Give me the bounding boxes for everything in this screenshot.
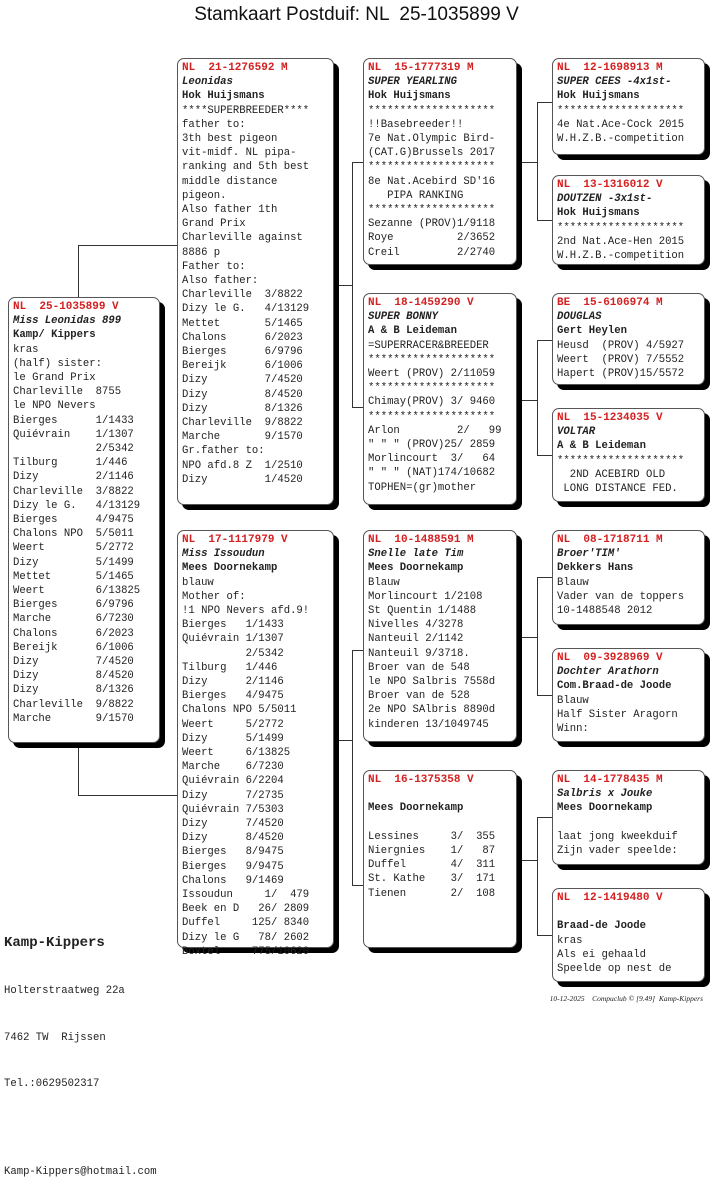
pigeon-card-fmf[interactable] — [552, 293, 705, 385]
pigeon-name: SUPER CEES -4x1st- — [557, 76, 672, 89]
info-line: Nanteuil 2/1142 — [368, 633, 464, 646]
info-line: Lessines 3/ 355 — [368, 830, 496, 843]
info-line: Weert (PROV) 7/5552 — [557, 353, 685, 366]
info-line: Bereijk 6/1006 — [13, 641, 134, 654]
info-line: Nivelles 4/3278 — [368, 619, 464, 632]
connector-line — [78, 245, 79, 297]
info-line: Charleville 8755 — [13, 386, 122, 399]
info-line: Dizy 7/4520 — [182, 374, 303, 387]
connector-line — [352, 650, 363, 651]
info-line: Dizy 7/4520 — [182, 818, 284, 831]
connector-line — [537, 340, 538, 456]
info-line: Bierges 9/9475 — [182, 860, 284, 873]
info-line: Bierges 6/9796 — [182, 346, 303, 359]
info-line: Quiévrain 1/1307 — [13, 428, 134, 441]
info-line: Marche 6/7230 — [182, 761, 284, 774]
pigeon-name: DOUTZEN -3x1st- — [557, 193, 653, 206]
info-line: Duffel 4/ 311 — [368, 859, 496, 872]
info-line: blauw — [182, 576, 214, 589]
connector-line — [78, 748, 79, 796]
info-line: Weert 5/2772 — [182, 718, 284, 731]
info-line: Chalons 9/1469 — [182, 874, 284, 887]
ring-number: NL 25-1035899 V — [13, 301, 119, 313]
info-line: Broer van de 548 — [368, 661, 470, 674]
info-line: Quiévrain 1/1307 — [182, 633, 284, 646]
connector-line — [537, 455, 552, 456]
info-line: Issoudun 1/ 479 — [182, 889, 310, 902]
owner-name: Hok Huijsmans — [557, 207, 640, 220]
info-line: le Grand Prix — [13, 372, 96, 385]
info-line: 2e NPO SAlbris 8890d — [368, 704, 496, 717]
connector-line — [522, 860, 537, 861]
info-line: 7e Nat.Olympic Bird- — [368, 133, 496, 146]
info-line: !1 NPO Nevers afd.9! — [182, 605, 310, 618]
info-line: ******************** — [368, 104, 496, 117]
info-line: kinderen 13/1049745 — [368, 718, 489, 731]
info-line: TOPHEN=(gr)mother — [368, 481, 477, 494]
info-line: Blauw — [368, 576, 400, 589]
info-line: Dizy 8/4520 — [182, 388, 303, 401]
info-line: Tilburg 1/446 — [182, 661, 278, 674]
info-line: !!Basebreeder!! — [368, 118, 464, 131]
info-line: 2/5342 — [182, 647, 284, 660]
info-line: Weert 6/13825 — [182, 747, 291, 760]
info-line: Dizy 8/1326 — [182, 402, 303, 415]
info-line: Zijn vader speelde: — [557, 845, 678, 857]
info-line: Dizy 7/4520 — [13, 656, 134, 669]
connector-line — [537, 935, 552, 936]
pigeon-card-ff[interactable] — [363, 58, 517, 265]
owner-name: Hok Huijsmans — [182, 90, 265, 103]
info-line: Dizy 5/1499 — [182, 732, 284, 745]
info-line: Half Sister Aragorn — [557, 708, 678, 721]
info-line: 2ND ACEBIRD OLD — [557, 468, 666, 481]
info-line: 10-1488548 2012 — [557, 605, 653, 618]
info-line: Bierges 8/9475 — [182, 846, 284, 859]
pigeon-card-mmm[interactable] — [552, 888, 705, 982]
info-line: ******************** — [368, 161, 496, 174]
info-line: middle distance — [182, 175, 278, 188]
pigeon-card-father[interactable] — [177, 58, 334, 505]
ring-number: NL 17-1117979 V — [182, 534, 288, 546]
owner-name: Mees Doornekamp — [557, 802, 653, 815]
info-line: Mother of: — [182, 590, 246, 603]
info-line: Gr.father to: — [182, 445, 265, 458]
info-line: St. Kathe 3/ 171 — [368, 873, 496, 886]
info-line: Heusd (PROV) 4/5927 — [557, 339, 685, 352]
owner-name: Braad-de Joode — [557, 920, 647, 933]
info-line: Niergnies 1/ 87 — [368, 844, 496, 857]
connector-line — [352, 650, 353, 886]
ring-number: NL 13-1316012 V — [557, 179, 663, 191]
info-line: (half) sister: — [13, 357, 103, 370]
connector-line — [352, 885, 363, 886]
connector-line — [522, 637, 537, 638]
pigeon-name: Leonidas — [182, 76, 233, 89]
connector-line — [78, 245, 177, 246]
info-line: 4e Nat.Ace-Cock 2015 — [557, 118, 685, 131]
info-line: Bierges 1/1433 — [13, 414, 134, 427]
info-line: Vader van de toppers — [557, 590, 685, 603]
info-line: PIPA RANKING — [368, 189, 464, 202]
pigeon-name: Salbris x Jouke — [557, 788, 653, 801]
ring-number: NL 16-1375358 V — [368, 774, 474, 786]
info-line: Also father 1th — [182, 204, 278, 217]
info-line: Weert 6/13825 — [13, 585, 141, 598]
pigeon-name — [368, 787, 512, 801]
footer-print-info: 10-12-2025 Compuclub © [9.49] Kamp-Kippers — [549, 994, 703, 1003]
info-line: Nanteuil 9/3718. — [368, 647, 470, 660]
info-line: Dizy le G. 4/13129 — [13, 499, 141, 512]
info-line: " " " (PROV)25/ 2859 — [368, 439, 496, 452]
ring-number: NL 14-1778435 M — [557, 774, 663, 786]
info-line: Weert 5/2772 — [13, 542, 134, 555]
ring-number: NL 21-1276592 M — [182, 62, 288, 74]
connector-line — [339, 285, 353, 286]
info-line — [557, 816, 700, 830]
info-line: " " " (NAT)174/10682 — [368, 467, 496, 480]
info-line: ******************** — [557, 221, 685, 234]
owner-name: Gert Heylen — [557, 325, 627, 338]
connector-line — [352, 162, 363, 163]
info-line: ******************** — [368, 353, 496, 366]
pigeon-name: Miss Leonidas 899 — [13, 315, 122, 328]
pigeon-card-mf[interactable] — [363, 530, 517, 742]
info-line: ******************** — [368, 204, 496, 217]
info-line: Bierges 6/9796 — [13, 599, 134, 612]
info-line: Charleville against — [182, 232, 303, 245]
pigeon-card-mother[interactable] — [177, 530, 334, 958]
info-line: Tilburg 1/446 — [13, 457, 128, 470]
info-line: Dizy 2/1146 — [13, 471, 134, 484]
info-line: ******************** — [557, 104, 685, 117]
info-line: Dizy 8/4520 — [13, 670, 134, 683]
info-line: St Quentin 1/1488 — [368, 605, 477, 618]
info-line — [368, 816, 512, 830]
info-line: (CAT.G)Brussels 2017 — [368, 147, 496, 160]
info-line: Chalons 6/2023 — [13, 627, 134, 640]
info-line: Quiévrain 6/2204 — [182, 775, 284, 788]
info-line: Hapert (PROV)15/5572 — [557, 368, 685, 381]
info-line: Als ei gehaald — [557, 948, 647, 961]
info-line: ******************** — [557, 454, 685, 467]
connector-line — [339, 740, 353, 741]
ring-number: NL 10-1488591 M — [368, 534, 474, 546]
info-line: Dizy 8/4520 — [182, 832, 284, 845]
connector-line — [522, 162, 537, 163]
breeder-email[interactable]: Kamp-Kippers@hotmail.com — [4, 1165, 157, 1178]
info-line: 2nd Nat.Ace-Hen 2015 — [557, 235, 685, 248]
info-line: Dizy 7/2735 — [182, 789, 284, 802]
pigeon-name: SUPER YEARLING — [368, 76, 458, 89]
info-line: Chalons 6/2023 — [182, 331, 303, 344]
ring-number: NL 08-1718711 M — [557, 534, 663, 546]
info-line: Chimay(PROV) 3/ 9460 — [368, 396, 496, 409]
info-line: Morlincourt 1/2108 — [368, 590, 483, 603]
info-line: 3th best pigeon — [182, 133, 278, 146]
info-line: Winn: — [557, 723, 589, 736]
info-line: Arlon 2/ 99 — [368, 424, 502, 437]
owner-name: Mees Doornekamp — [368, 562, 464, 575]
ring-number: NL 12-1698913 M — [557, 62, 663, 74]
ring-number: NL 15-1234035 V — [557, 412, 663, 424]
info-line: Marche 6/7230 — [13, 613, 134, 626]
ring-number: BE 15-6106974 M — [557, 297, 663, 309]
pigeon-name: SUPER BONNY — [368, 311, 438, 324]
info-line: Dizy le G. 4/13129 — [182, 303, 310, 316]
info-line: W.H.Z.B.-competition — [557, 133, 685, 146]
connector-line — [537, 817, 538, 936]
breeder-phone: Tel.:0629502317 — [4, 1078, 100, 1090]
info-line: Grand Prix — [182, 218, 246, 231]
info-line: laat jong kweekduif — [557, 830, 678, 843]
info-line: Bierges 4/9475 — [182, 690, 284, 703]
info-line: kras — [557, 934, 583, 947]
breeder-address-city: 7462 TW Rijssen — [4, 1031, 106, 1044]
breeder-contact — [4, 902, 157, 1196]
info-line: =SUPERRACER&BREEDER — [368, 339, 489, 352]
info-line: Speelde op nest de — [557, 963, 672, 975]
info-line: ranking and 5th best — [182, 161, 310, 174]
info-line: Chalons NPO 5/5011 — [182, 704, 297, 717]
info-line: 8886 p — [182, 246, 221, 259]
pigeon-card-mm[interactable] — [363, 770, 517, 948]
info-line: Duffel 125/ 8340 — [182, 917, 310, 930]
owner-name: A & B Leideman — [557, 440, 647, 453]
ring-number: NL 12-1419480 V — [557, 892, 663, 904]
page-title: Stamkaart Postduif: NL 25-1035899 V — [194, 4, 519, 25]
info-line: W.H.Z.B.-competition — [557, 250, 685, 263]
info-line: Also father: — [182, 275, 259, 288]
pigeon-name: VOLTAR — [557, 426, 596, 439]
info-line: Morlincourt 3/ 64 — [368, 453, 496, 466]
info-line: Mettet 5/1465 — [13, 570, 134, 583]
info-line: NPO afd.8 Z 1/2510 — [182, 459, 303, 472]
owner-name: A & B Leideman — [368, 325, 458, 338]
ring-number: NL 18-1459290 V — [368, 297, 474, 309]
info-line: Mettet 5/1465 — [182, 317, 303, 330]
ring-number: NL 15-1777319 M — [368, 62, 474, 74]
info-line: Tienen 2/ 108 — [368, 887, 496, 900]
info-line: Sezanne (PROV)1/9118 — [368, 218, 496, 231]
owner-name: Kamp/ Kippers — [13, 329, 96, 342]
info-line: Weert (PROV) 2/11059 — [368, 368, 496, 381]
info-line: Chalons NPO 5/5011 — [13, 528, 134, 541]
connector-line — [537, 577, 538, 696]
info-line: Dizy 5/1499 — [13, 556, 134, 569]
ring-number: NL 09-3928969 V — [557, 652, 663, 664]
info-line: pigeon. — [182, 189, 227, 202]
info-line: Broer van de 528 — [368, 690, 470, 703]
pigeon-card-mff[interactable] — [552, 530, 705, 625]
info-line: Quiévrain 7/5303 — [182, 803, 284, 816]
info-line: Marche 9/1570 — [13, 712, 134, 725]
connector-line — [537, 817, 552, 818]
connector-line — [537, 102, 552, 103]
info-line: Dizy 8/1326 — [13, 684, 134, 697]
owner-name: Hok Huijsmans — [557, 90, 640, 103]
info-line: Bierges 4/9475 — [13, 514, 134, 527]
info-line: ****SUPERBREEDER**** — [182, 104, 310, 117]
connector-line — [78, 795, 177, 796]
connector-line — [537, 340, 552, 341]
connector-line — [537, 695, 552, 696]
breeder-name: Kamp-Kippers — [4, 935, 105, 951]
info-line: vit-midf. NL pipa- — [182, 147, 297, 160]
info-line: Dizy 2/1146 — [182, 676, 284, 689]
connector-line — [537, 577, 552, 578]
connector-line — [537, 220, 552, 221]
info-line: Marche 9/1570 — [182, 431, 303, 444]
breeder-address-street: Holterstraatweg 22a — [4, 985, 125, 997]
pigeon-name: Dochter Arathorn — [557, 666, 659, 679]
connector-line — [352, 407, 363, 408]
info-line: Father to: — [182, 260, 246, 273]
owner-name: Com.Braad-de Joode — [557, 680, 672, 693]
pigeon-card-subject[interactable] — [8, 297, 160, 743]
owner-name: Dekkers Hans — [557, 562, 634, 575]
info-line: le NPO Salbris 7558d — [368, 676, 496, 689]
info-line: Charleville 3/8822 — [13, 485, 134, 498]
info-line: father to: — [182, 118, 246, 131]
pigeon-card-fm[interactable] — [363, 293, 517, 505]
info-line: Bereijk 6/1006 — [182, 360, 303, 373]
pigeon-card-mmf[interactable] — [552, 770, 705, 865]
pigeon-name: Broer'TIM' — [557, 548, 621, 561]
info-line: Charleville 9/8822 — [182, 417, 303, 430]
info-line: Dizy 1/4520 — [182, 473, 303, 486]
pigeon-name: Miss Issoudun — [182, 548, 265, 561]
info-line: Blauw — [557, 694, 589, 707]
info-line: Charleville 3/8822 — [182, 289, 303, 302]
info-line: Bierges 1/1433 — [182, 619, 284, 632]
pigeon-card-fff[interactable] — [552, 58, 705, 155]
info-line: LONG DISTANCE FED. — [557, 483, 678, 496]
connector-line — [537, 102, 538, 221]
info-line: ******************** — [368, 410, 496, 423]
info-line: Blauw — [557, 576, 589, 589]
info-line: Dizy le G 78/ 2602 — [182, 931, 310, 944]
info-line: Charleville 9/8822 — [13, 698, 134, 711]
info-line: ******************** — [368, 382, 496, 395]
info-line: 2/5342 — [13, 443, 134, 456]
owner-name: Mees Doornekamp — [182, 562, 278, 575]
info-line: Creil 2/2740 — [368, 246, 496, 259]
pigeon-name: Snelle late Tim — [368, 548, 464, 561]
info-line: Beek en D 26/ 2809 — [182, 903, 310, 916]
pigeon-name: DOUGLAS — [557, 311, 602, 324]
pigeon-card-fmm[interactable] — [552, 408, 705, 502]
connector-line — [352, 162, 353, 408]
owner-name: Mees Doornekamp — [368, 802, 464, 815]
pigeon-card-ffm[interactable] — [552, 175, 705, 265]
info-line: Roye 2/3652 — [368, 232, 496, 245]
pigeon-name — [557, 905, 700, 919]
info-line: Boxtel 775/10620 — [182, 945, 310, 958]
info-line: le NPO Nevers — [13, 400, 96, 413]
owner-name: Hok Huijsmans — [368, 90, 451, 103]
pigeon-card-mfm[interactable] — [552, 648, 705, 742]
info-line: 8e Nat.Acebird SD'16 — [368, 175, 496, 188]
connector-line — [522, 400, 537, 401]
info-line: kras — [13, 343, 39, 356]
